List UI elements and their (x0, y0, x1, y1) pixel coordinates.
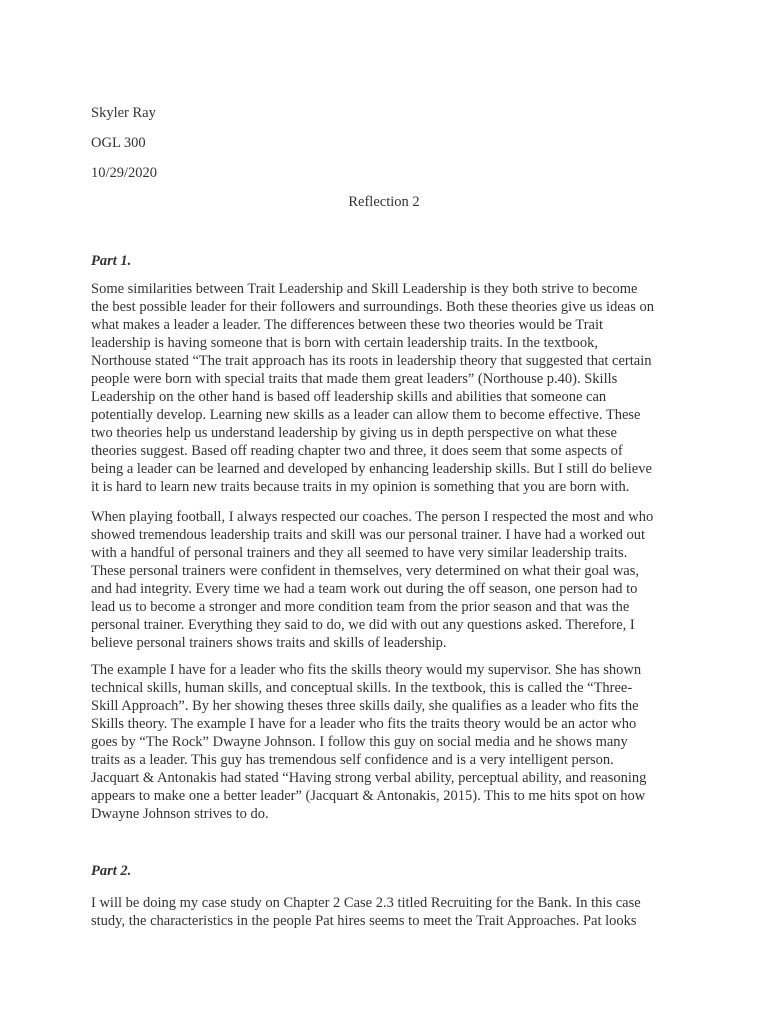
paragraph-line: believe personal trainers shows traits and skills of leadership. (91, 635, 447, 651)
part-1-paragraph-3 (91, 661, 691, 823)
paragraph-line: Skill Approach”. By her showing theses three skills daily, she qualifies as a leader who fits the (91, 698, 639, 714)
paragraph-line: Leadership on the other hand is based off leadership skills and abilities that someone can (91, 389, 607, 405)
paragraph-line: Skills theory. The example I have for a leader who fits the traits theory would be an actor who (91, 716, 637, 732)
paragraph-line: appears to make one a better leader” (Jacquart & Antonakis, 2015). This to me hits spot on how (91, 788, 646, 804)
part-1-paragraph-2 (91, 508, 691, 652)
paragraph-line: I will be doing my case study on Chapter 2 Case 2.3 titled Recruiting for the Bank. In this case (91, 895, 641, 911)
paragraph-line: leadership is having someone that is born with certain leadership traits. In the textbook, (91, 335, 598, 351)
paragraph-line: what makes a leader a leader. The differences between these two theories would be Trait (91, 317, 604, 333)
paragraph-line: theories suggest. Based off reading chapter two and three, it does seem that some aspects of (91, 443, 623, 459)
paragraph-line: These personal trainers were confident in themselves, very determined on what their goal was, (91, 563, 639, 579)
paragraph-line: Jacquart & Antonakis had stated “Having strong verbal ability, perceptual ability, and reasoning (91, 770, 647, 786)
paragraph-line: Northouse stated “The trait approach has its roots in leadership theory that suggested that certain (91, 353, 652, 369)
paragraph-line: people were born with special traits that made them great leaders” (Northouse p.40). Skills (91, 371, 618, 387)
paragraph-line: lead us to become a stronger and more condition team from the prior season and that was the (91, 599, 630, 615)
paragraph-line: being a leader can be learned and developed by enhancing leadership skills. But I still do believe (91, 461, 652, 477)
paragraph-line: showed tremendous leadership traits and skill was our personal trainer. I have had a worked out (91, 527, 646, 543)
paragraph-line: with a handful of personal trainers and they all seemed to have very similar leadership traits. (91, 545, 628, 561)
document-date: 10/29/2020 (91, 165, 158, 181)
paragraph-line: Dwayne Johnson strives to do. (91, 806, 269, 822)
author-name: Skyler Ray (91, 105, 156, 121)
paragraph-line: traits as a leader. This guy has tremendous self confidence and is a very intelligent person. (91, 752, 614, 768)
paragraph-line: it is hard to learn new traits because traits in my opinion is something that you are born with. (91, 479, 630, 495)
paragraph-line: When playing football, I always respected our coaches. The person I respected the most and who (91, 509, 654, 525)
paragraph-line: goes by “The Rock” Dwayne Johnson. I follow this guy on social media and he shows many (91, 734, 628, 750)
paragraph-line: the best possible leader for their followers and surroundings. Both these theories give us ideas on (91, 299, 654, 315)
paragraph-line: two theories help us understand leadership by giving us in depth perspective on what these (91, 425, 617, 441)
part-2-heading: Part 2. (91, 863, 132, 879)
paragraph-line: and had integrity. Every time we had a team work out during the off season, one person had to (91, 581, 638, 597)
paragraph-line: personal trainer. Everything they said to do, we did with out any questions asked. Therefore, I (91, 617, 635, 633)
course-code: OGL 300 (91, 135, 146, 151)
paragraph-line: Some similarities between Trait Leadership and Skill Leadership is they both strive to become (91, 281, 638, 297)
document-title: Reflection 2 (348, 194, 420, 210)
part-1-paragraph-1 (91, 280, 691, 496)
paragraph-line: potentially develop. Learning new skills as a leader can allow them to become effective. These (91, 407, 641, 423)
paragraph-line: study, the characteristics in the people Pat hires seems to meet the Trait Approaches. Pat looks (91, 913, 637, 929)
paragraph-line: technical skills, human skills, and conceptual skills. In the textbook, this is called the “Three- (91, 680, 633, 696)
paragraph-line: The example I have for a leader who fits the skills theory would my supervisor. She has shown (91, 662, 642, 678)
part-2-paragraph-1 (91, 894, 691, 930)
part-1-heading: Part 1. (91, 253, 132, 269)
